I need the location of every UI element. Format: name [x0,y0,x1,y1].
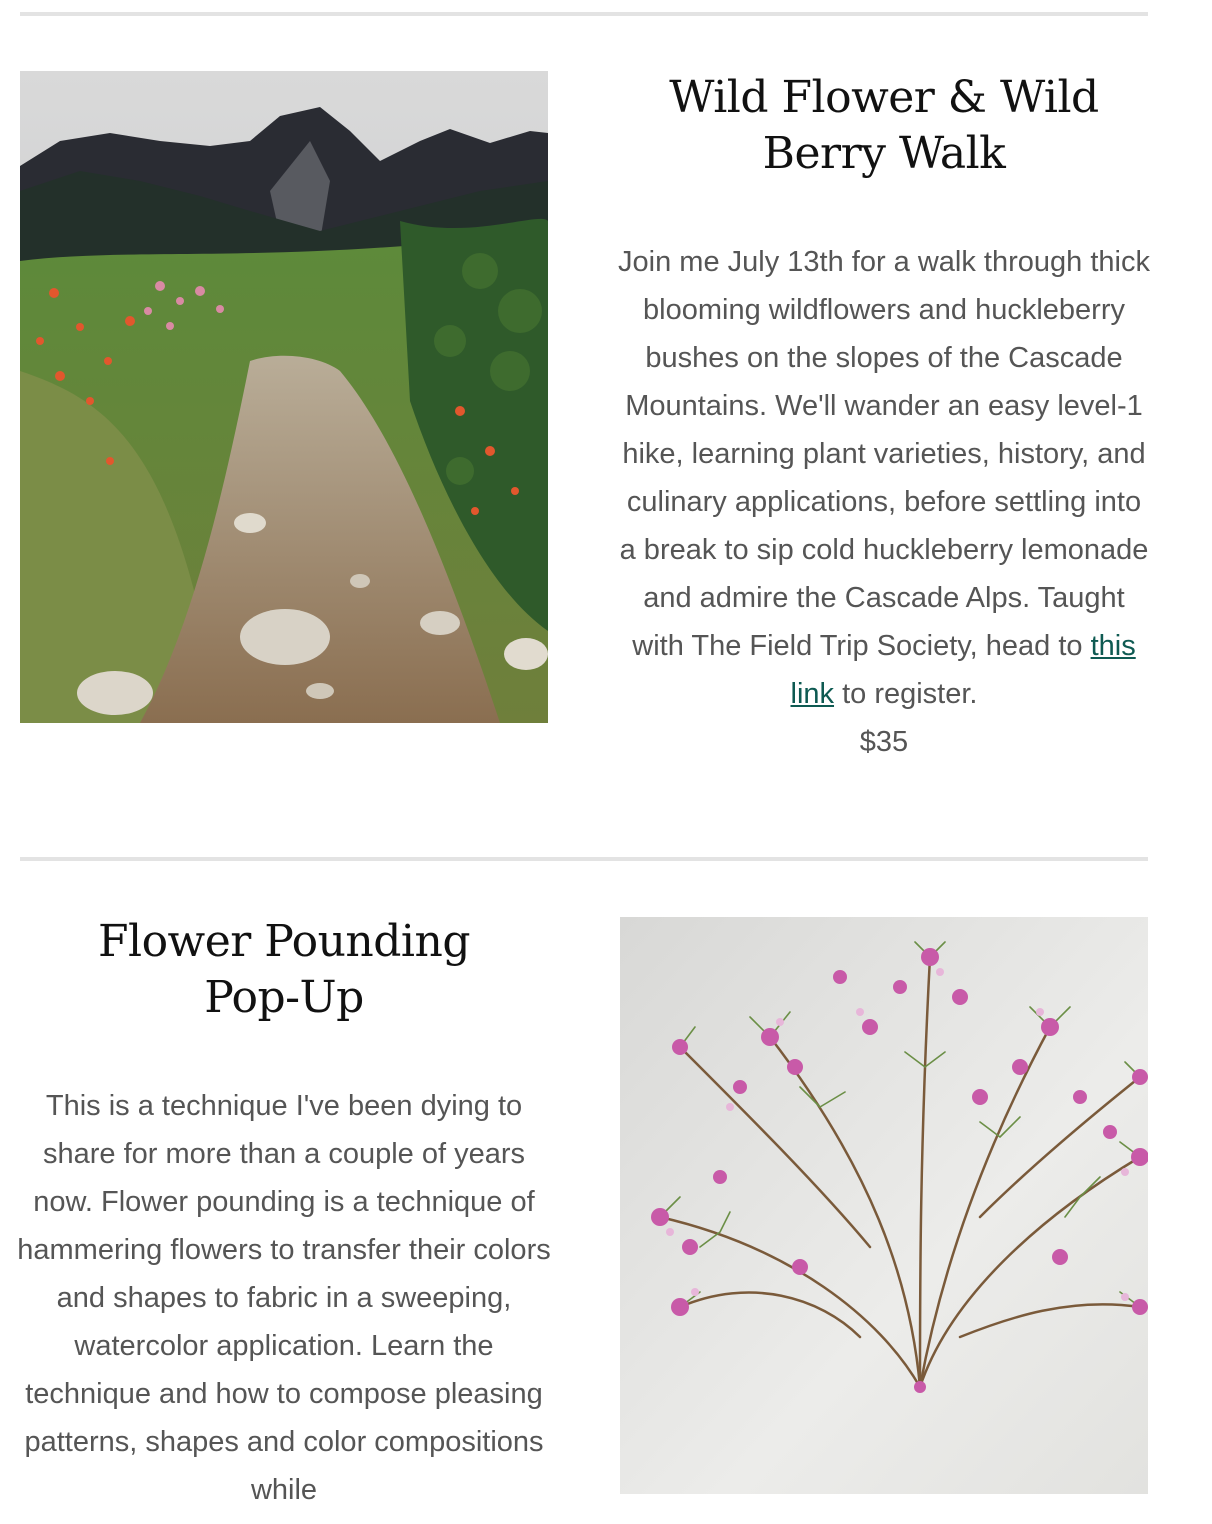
event-description-text: Join me July 13th for a walk through thick blooming wildflowers and huckleberry bushes on the slopes of the Cascade Mountains. We'll wander an easy level-1 hike, learning plant varieties, history, and culinary applications, before settling into a break to sip cold huckleberry lemonade and admire the Cascade Alps. Taught with The Field Trip Society, head to [618,246,1150,662]
event-description [618,238,1150,766]
event-title: Wild Flower & Wild Berry Walk [669,72,1099,179]
section-divider-middle [20,857,1148,861]
register-link[interactable]: this link [790,630,1136,710]
waxflower-bouquet-photo [620,917,1148,1494]
event-price: $35 [859,726,909,758]
event-description-tail: to register. [842,678,978,710]
event-title: Flower Pounding Pop-Up [97,916,471,1023]
event-description: This is a technique I've been dying to share for more than a couple of years now. Flower pounding is a technique of hammering flowers to transfer their colors and shapes to fabric in a sweeping, watercolor application. Learn the technique and how to compose pleasing patterns, shapes and color compositions while [17,1090,551,1506]
event-wildflower-walk [618,70,1150,766]
mountain-trail-photo [20,71,548,723]
event-flower-pounding [14,914,554,1514]
section-divider-top [20,12,1148,16]
